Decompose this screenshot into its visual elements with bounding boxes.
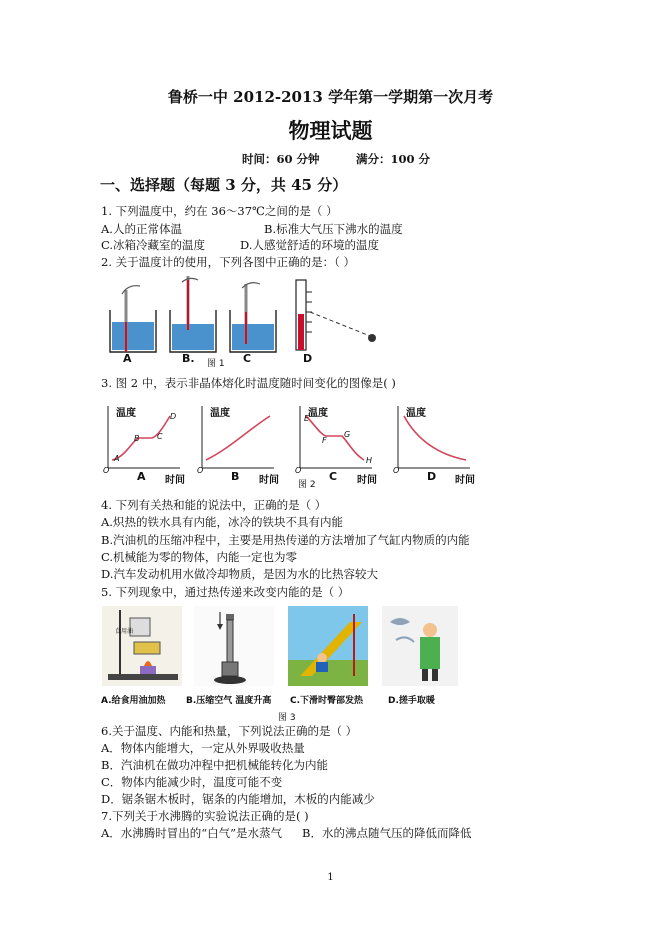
beaker-b-icon [170, 276, 216, 352]
question-6-option-a: A．物体内能增大，一定从外界吸收热量 [101, 741, 305, 755]
graph-a-ylabel: 温度 [116, 408, 136, 419]
figure-1-label-d: D [303, 352, 313, 365]
section-heading: 一、选择题（每题 3 分，共 45 分） [100, 176, 348, 194]
figure-2-label-d: D [427, 470, 437, 483]
figure-1-label-c: C [243, 352, 252, 365]
question-6-option-c: C．物体内能减少时，温度可能不变 [101, 775, 283, 789]
graph-d-xlabel: 时间 [455, 475, 475, 486]
question-4-option-d: D.汽车发动机用水做冷却物质，是因为水的比热容较大 [101, 567, 378, 581]
thermometer-reading-d-icon [296, 280, 376, 350]
graph-d-origin: O [393, 466, 400, 475]
heating-oil-icon [102, 606, 182, 686]
score-label: 满分：100 分 [356, 152, 431, 166]
figure-2-caption: 图 2 [298, 480, 316, 490]
question-1-option-d: D.人感觉舒适的环境的温度 [240, 238, 379, 252]
figure-2-label-a: A [137, 470, 146, 483]
rubbing-hands-icon [382, 606, 458, 686]
figure-3-caption: 图 3 [278, 713, 296, 723]
question-4-option-a: A.炽热的铁水具有内能，冰冷的铁块不具有内能 [101, 515, 343, 529]
question-1-option-c: C.冰箱冷藏室的温度 [101, 238, 206, 252]
graph-c-point-g: G [344, 430, 351, 439]
beaker-a-icon [110, 286, 156, 352]
question-3-stem: 3. 图 2 中，表示非晶体熔化时温度随时间变化的图像是( ) [101, 376, 396, 390]
graph-c-point-e: E [304, 414, 310, 423]
graph-c-ylabel: 温度 [308, 408, 328, 419]
graph-a-point-a: A [114, 454, 120, 463]
question-7-option-a: A．水沸腾时冒出的“白气”是水蒸气 [101, 826, 283, 840]
figure-2-label-b: B [231, 470, 240, 483]
graph-a-point-c: C [157, 432, 163, 441]
graph-a-origin: O [103, 466, 110, 475]
subject-title: 物理试题 [288, 118, 373, 143]
question-6-option-b: B．汽油机在做功冲程中把机械能转化为内能 [101, 758, 328, 772]
school-title: 鲁桥一中 2012-2013 学年第一学期第一次月考 [167, 88, 494, 106]
graph-a-point-b: B [134, 434, 140, 443]
figure-3-photos [100, 604, 460, 690]
question-4-option-b: B.汽油机的压缩冲程中，主要是用热传递的方法增加了气缸内物质的内能 [101, 533, 470, 547]
graph-a-xlabel: 时间 [165, 475, 185, 486]
question-4-option-c: C.机械能为零的物体，内能一定也为零 [101, 550, 298, 564]
slide-icon [288, 606, 368, 686]
question-4-stem: 4. 下列有关热和能的说法中，正确的是（ ） [101, 498, 327, 512]
question-6-stem: 6.关于温度、内能和热量，下列说法正确的是（ ） [101, 724, 358, 738]
figure-3-label-d: D.搓手取暖 [388, 696, 435, 706]
question-2-stem: 2. 关于温度计的使用，下列各图中正确的是：（ ） [101, 255, 356, 269]
question-5-stem: 5. 下列现象中，通过热传递来改变内能的是（ ） [101, 585, 350, 599]
graph-c-point-f: F [322, 436, 327, 445]
graph-b-ylabel: 温度 [210, 408, 230, 419]
graph-c-point-h: H [366, 456, 373, 465]
question-1-option-a: A.人的正常体温 [101, 222, 182, 236]
graph-c-xlabel: 时间 [357, 475, 377, 486]
oil-label: 食用油 [115, 628, 134, 635]
figure-1-label-b: B. [182, 352, 195, 365]
air-pump-icon [194, 606, 274, 686]
graph-b-origin: O [197, 466, 204, 475]
graph-a-point-d: D [170, 412, 177, 421]
graph-b-xlabel: 时间 [259, 475, 279, 486]
question-7-option-b: B．水的沸点随气压的降低而降低 [302, 826, 472, 840]
graph-c-origin: O [295, 466, 302, 475]
question-7-stem: 7.下列关于水沸腾的实验说法正确的是( ) [101, 809, 309, 823]
figure-1-label-a: A [123, 352, 132, 365]
question-1-stem: 1. 下列温度中，约在 36～37℃之间的是（ ） [101, 204, 338, 218]
time-label: 时间：60 分钟 [242, 152, 320, 166]
figure-3-label-a: A.给食用油加热 [101, 696, 166, 706]
question-6-option-d: D．锯条锯木板时，锯条的内能增加，木板的内能减少 [101, 792, 375, 806]
graph-d-ylabel: 温度 [406, 408, 426, 419]
figure-3-label-b: B.压缩空气 温度升高 [186, 696, 272, 706]
figure-3-label-c: C.下滑时臀部发热 [290, 696, 364, 706]
figure-1-caption: 图 1 [207, 359, 225, 369]
beaker-c-icon [230, 283, 276, 352]
page-number: 1 [327, 872, 334, 883]
question-1-option-b: B.标准大气压下沸水的温度 [264, 222, 403, 236]
figure-2-label-c: C [329, 470, 338, 483]
